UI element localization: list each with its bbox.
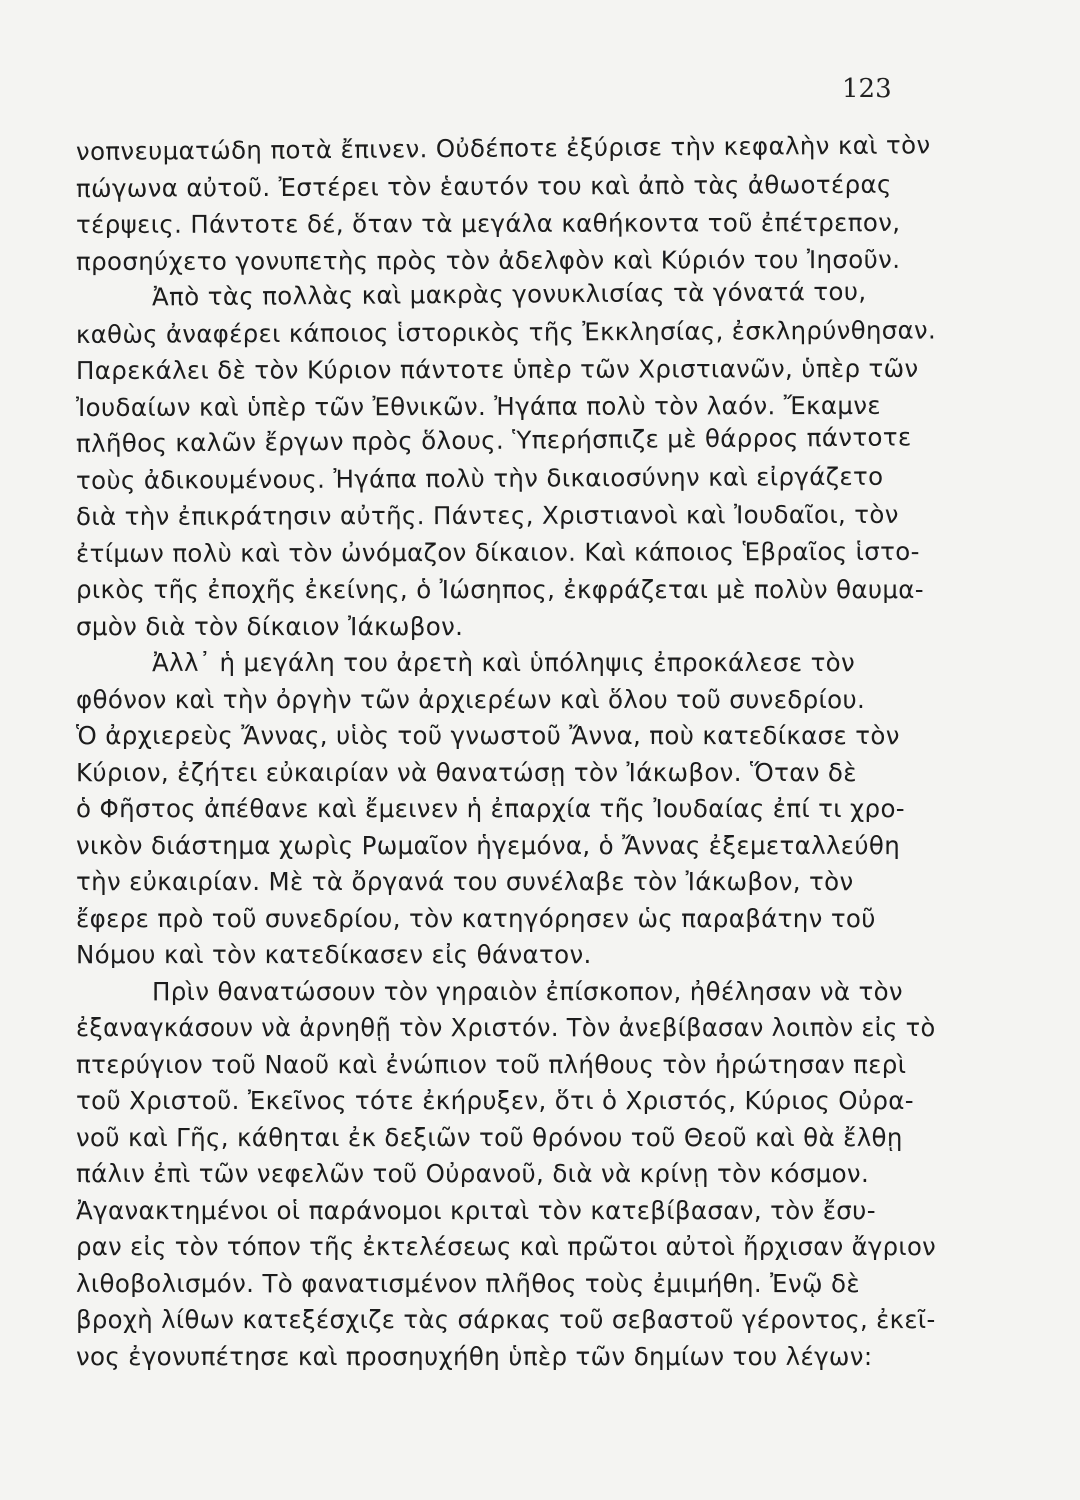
text-line: νοῦ καὶ Γῆς, κάθηται ἐκ δεξιῶν τοῦ θρόνου τοῦ Θεοῦ καὶ θὰ ἔλθῃ	[76, 1122, 903, 1152]
text-line: ρικὸς τῆς ἐποχῆς ἐκείνης, ὁ Ἰώσηπος, ἐκφράζεται μὲ πολὺν θαυμα-	[76, 575, 924, 604]
page-number: 123	[842, 74, 892, 104]
text-line: τοὺς ἀδικουμένους. Ἠγάπα πολὺ τὴν δικαιοσύνην καὶ εἰργάζετο	[75, 461, 884, 495]
text-line: ραν εἰς τὸν τόπον τῆς ἐκτελέσεως καὶ πρῶτοι αὐτοὶ ἤρχισαν ἄγριον	[76, 1232, 937, 1261]
text-line: Ἀγανακτημένοι οἱ παράνομοι κριταὶ τὸν κατεβίβασαν, τὸν ἔσυ-	[76, 1195, 876, 1225]
text-line: Νόμου καὶ τὸν κατεδίκασεν εἰς θάνατον.	[76, 940, 592, 969]
paragraph-first-line: Ἀπὸ τὰς πολλὰς καὶ μακρὰς γονυκλισίας τὰ γόνατά του,	[151, 276, 867, 312]
text-line: καθὼς ἀναφέρει κάποιος ἱστορικὸς τῆς Ἐκκλησίας, ἐσκληρύνθησαν.	[75, 314, 937, 349]
text-line: νος ἐγονυπέτησε καὶ προσηυχήθη ὑπὲρ τῶν δημίων του λέγων:	[76, 1341, 873, 1371]
text-line: βροχὴ λίθων κατεξέσχιζε τὰς σάρκας τοῦ σεβαστοῦ γέροντος, ἐκεῖ-	[76, 1305, 936, 1334]
text-line: νικὸν διάστημα χωρὶς Ρωμαῖον ἡγεμόνα, ὁ Ἄννας ἐξεμεταλλεύθη	[76, 830, 901, 860]
text-line: τὴν εὐκαιρίαν. Μὲ τὰ ὄργανά του συνέλαβε τὸν Ἰάκωβον, τὸν	[76, 867, 854, 896]
text-line: τοῦ Χριστοῦ. Ἐκεῖνος τότε ἐκήρυξεν, ὅτι ὁ Χριστός, Κύριος Οὐρα-	[76, 1086, 914, 1115]
text-line: ὁ Φῆστος ἀπέθανε καὶ ἔμεινεν ἡ ἐπαρχία τῆς Ἰουδαίας ἐπί τι χρο-	[76, 794, 905, 823]
text-line: διὰ τὴν ἐπικράτησιν αὐτῆς. Πάντες, Χριστιανοὶ καὶ Ἰουδαῖοι, τὸν	[75, 499, 899, 531]
text-line: ἔφερε πρὸ τοῦ συνεδρίου, τὸν κατηγόρησεν ὡς παραβάτην τοῦ	[76, 903, 876, 933]
text-line: προσηύχετο γονυπετὴς πρὸς τὸν ἀδελφὸν καὶ Κύριόν του Ἰησοῦν.	[75, 244, 901, 276]
text-line: ἐξαναγκάσουν νὰ ἀρνηθῇ τὸν Χριστόν. Τὸν ἀνεβίβασαν λοιπὸν εἰς τὸ	[76, 1013, 936, 1042]
text-line: πλῆθος καλῶν ἔργων πρὸς ὅλους. Ὑπερήσπιζε μὲ θάρρος πάντοτε	[75, 422, 912, 458]
text-line: πτερύγιον τοῦ Ναοῦ καὶ ἐνώπιον τοῦ πλήθους τὸν ἠρώτησαν περὶ	[76, 1049, 907, 1079]
paragraph-first-line: Ἀλλ᾽ ἡ μεγάλη του ἀρετὴ καὶ ὑπόληψις ἐπροκάλεσε τὸν	[152, 648, 856, 677]
text-line: πάλιν ἐπὶ τῶν νεφελῶν τοῦ Οὐρανοῦ, διὰ νὰ κρίνῃ τὸν κόσμον.	[76, 1159, 870, 1188]
text-line: σμὸν διὰ τὸν δίκαιον Ἰάκωβον.	[76, 611, 464, 641]
text-line: Κύριον, ἐζήτει εὐκαιρίαν νὰ θανατώσῃ τὸν Ἰάκωβον. Ὅταν δὲ	[76, 757, 857, 787]
text-line: ἐτίμων πολὺ καὶ τὸν ὠνόμαζον δίκαιον. Καὶ κάποιος Ἑβραῖος ἱστο-	[75, 536, 920, 568]
text-line: λιθοβολισμόν. Τὸ φανατισμένον πλῆθος τοὺς ἐμιμήθη. Ἐνῷ δὲ	[76, 1268, 860, 1298]
text-line: Ἰουδαίων καὶ ὑπὲρ τῶν Ἐθνικῶν. Ἠγάπα πολὺ τὸν λαόν. Ἔκαμνε	[75, 390, 882, 422]
paragraph-first-line: Πρὶν θανατώσουν τὸν γηραιὸν ἐπίσκοπον, ἠθέλησαν νὰ τὸν	[152, 976, 903, 1006]
text-line: πώγωνα αὐτοῦ. Ἐστέρει τὸν ἑαυτόν του καὶ ἀπὸ τὰς ἀθωοτέρας	[75, 169, 892, 203]
body-text	[75, 130, 937, 1375]
text-line: τέρψεις. Πάντοτε δέ, ὅταν τὰ μεγάλα καθήκοντα τοῦ ἐπέτρεπον,	[75, 207, 901, 239]
text-line: Ὁ ἀρχιερεὺς Ἄννας, υἱὸς τοῦ γνωστοῦ Ἄννα, ποὺ κατεδίκασε τὸν	[76, 721, 900, 750]
text-line: νοπνευματώδη ποτὰ ἔπινεν. Οὐδέποτε ἐξύρισε τὴν κεφαλὴν καὶ τὸν	[75, 130, 931, 166]
text-line: Παρεκάλει δὲ τὸν Κύριον πάντοτε ὑπὲρ τῶν Χριστιανῶν, ὑπὲρ τῶν	[75, 353, 919, 385]
text-line: φθόνον καὶ τὴν ὀργὴν τῶν ἀρχιερέων καὶ ὅλου τοῦ συνεδρίου.	[76, 684, 866, 714]
